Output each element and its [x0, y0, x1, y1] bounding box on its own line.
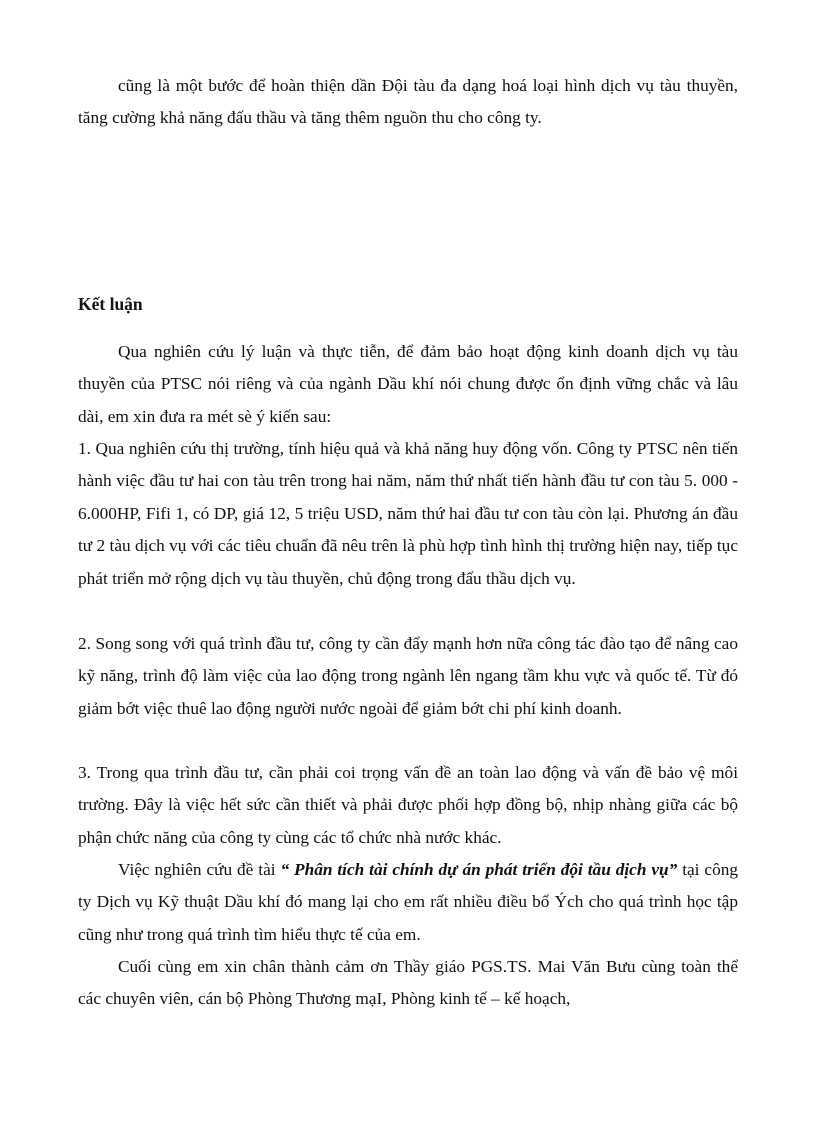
point-3: 3. Trong qua trình đầu tư, cần phải coi trọng vấn đề an toàn lao động và vấn đề bảo vệ môi trường. Đây là việc hết sức cần thiết và phải được phối hợp đồng bộ, nhịp nhàng giữa các bộ phận chức năng của công ty cùng các tổ chức nhà nước khác.	[78, 763, 738, 847]
thesis-title: “ Phân tích tài chính dự án phát triển đội tầu dịch vụ”	[280, 860, 678, 879]
point-2: 2. Song song với quá trình đầu tư, công ty cần đẩy mạnh hơn nữa công tác đào tạo để nâng cao kỹ năng, trình độ làm việc của lao động trong ngành lên ngang tầm khu vực và quốc tế. Từ đó giảm bớt việc thuê lao động người nước ngoài để giảm bớt chi phí kinh doanh.	[78, 634, 738, 718]
intro-paragraph: cũng là một bước để hoàn thiện dần Đội tàu đa dạng hoá loại hình dịch vụ tàu thuyền, tăng cường khả năng đấu thầu và tăng thêm nguồn thu cho công ty.	[78, 76, 738, 128]
conclusion-paragraph: Qua nghiên cứu lý luận và thực tiễn, để đảm bảo hoạt động kinh doanh dịch vụ tàu thuyền của PTSC nói riêng và của ngành Dầu khí nói chung được ổn định vững chắc và lâu dài, em xin đưa ra mét sè ý kiến sau:	[78, 342, 738, 426]
point-1: 1. Qua nghiên cứu thị trường, tính hiệu quả và khả năng huy động vốn. Công ty PTSC nên tiến hành việc đầu tư hai con tàu trên trong hai năm, năm thứ nhất tiến hành đầu tư con tàu 5. 000 - 6.000HP, Fifi 1, có DP, giá 12, 5 triệu USD, năm thứ hai đầu tư con tàu còn lại. Phương án đầu tư 2 tàu dịch vụ với các tiêu chuẩn đã nêu trên là phù hợp tình hình thị trường hiện nay, tiếp tục phát triển mở rộng dịch vụ tàu thuyền, chủ động trong đấu thầu dịch vụ.	[78, 439, 738, 588]
topic-before: Việc nghiên cứu đề tài	[118, 860, 281, 879]
topic-paragraph	[78, 854, 738, 951]
conclusion-heading: Kết luận	[78, 294, 143, 314]
topic-after: tại công ty Dịch vụ Kỹ thuật Dầu khí đó mang lại cho em rất nhiều điều bổ Ých cho quá trình học tập cũng như trong quá trình tìm hiểu thực tế của em.	[78, 860, 738, 944]
thanks-paragraph: Cuối cùng em xin chân thành cảm ơn Thầy giáo PGS.TS. Mai Văn Bưu cùng toàn thể các chuyên viên, cán bộ Phòng Thương mạI, Phòng kinh tế – kế hoạch,	[78, 957, 738, 1009]
